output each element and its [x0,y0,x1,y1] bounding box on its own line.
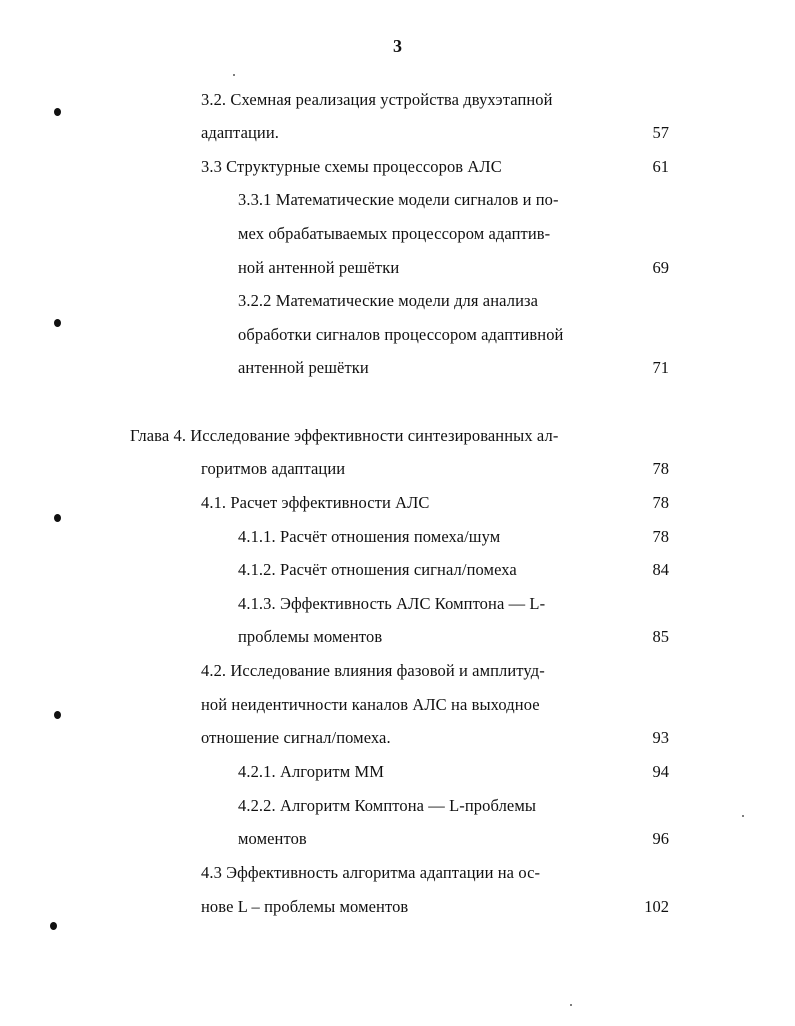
toc-entry-4-2-2-page: 96 [652,829,669,848]
toc-entry-4-1-3-line-2: проблемы моментов [238,627,383,646]
toc-entry-4-3-line-1: 4.3 Эффективность алгоритма адаптации на ос- [201,863,541,882]
toc-entry-3-2-2-line-3: антенной решётки [238,358,369,377]
toc-entry-3-2-2-line-1: 3.2.2 Математические модели для анализа [238,291,539,310]
toc-entry-3-2-2-line-2: обработки сигналов процессором адаптивной [238,325,564,344]
toc-entry-4-1-3-page: 85 [652,627,669,646]
binder-hole-mark [54,319,61,327]
toc-entry-3-3-page: 61 [652,157,669,176]
toc-entry-3-3-1-page: 69 [652,258,669,277]
toc-entry-3-2-line-2: адаптации. [201,123,280,142]
toc-entry-4-3-line-2: нове L – проблемы моментов [201,897,409,916]
toc-entry-4-1-line-1: 4.1. Расчет эффективности АЛС [201,493,430,512]
toc-entry-4-2-line-3: отношение сигнал/помеха. [201,728,391,747]
toc-entry-3-3-1-line-1: 3.3.1 Математические модели сигналов и по- [238,190,559,209]
scan-speck [570,1004,572,1006]
toc-entry-4-1-2-line-1: 4.1.2. Расчёт отношения сигнал/помеха [238,560,517,579]
toc-entry-4-2-page: 93 [652,728,669,747]
toc-entry-4-1-page: 78 [652,493,669,512]
scan-speck [742,815,744,817]
toc-entry-3-3-line-1: 3.3 Структурные схемы процессоров АЛС [201,157,502,176]
toc-entry-4-2-1-line-1: 4.2.1. Алгоритм ММ [238,762,385,781]
toc-entry-4-2-2-line-1: 4.2.2. Алгоритм Комптона — L-проблемы [238,796,537,815]
toc-entry-3-3-1-line-3: ной антенной решётки [238,258,400,277]
toc-entry-3-2-page: 57 [652,123,669,142]
toc-entry-4-2-1-page: 94 [652,762,669,781]
binder-hole-mark [54,514,61,522]
toc-chapter-4-line-2: горитмов адаптации [201,459,346,478]
toc-entry-3-2-2-page: 71 [652,358,669,377]
toc-chapter-4-line-1: Глава 4. Исследование эффективности синтезированных ал- [130,426,559,445]
toc-chapter-4-page: 78 [652,459,669,478]
binder-hole-mark [54,711,61,719]
toc-entry-4-1-1-line-1: 4.1.1. Расчёт отношения помеха/шум [238,527,501,546]
toc-entry-4-2-line-1: 4.2. Исследование влияния фазовой и амплитуд- [201,661,545,680]
toc-entry-4-1-2-page: 84 [652,560,669,579]
binder-hole-mark [50,922,57,930]
toc-entry-4-2-line-2: ной неидентичности каналов АЛС на выходное [201,695,540,714]
scan-speck [233,74,235,76]
toc-entry-4-1-3-line-1: 4.1.3. Эффективность АЛС Комптона — L- [238,594,546,613]
toc-entry-3-2-line-1: 3.2. Схемная реализация устройства двухэтапной [201,90,553,109]
page-number: 3 [393,36,402,56]
toc-entry-3-3-1-line-2: мех обрабатываемых процессором адаптив- [238,224,551,243]
toc-entry-4-3-page: 102 [644,897,669,916]
toc-entry-4-2-2-line-2: моментов [238,829,307,848]
toc-entry-4-1-1-page: 78 [652,527,669,546]
binder-hole-mark [54,108,61,116]
